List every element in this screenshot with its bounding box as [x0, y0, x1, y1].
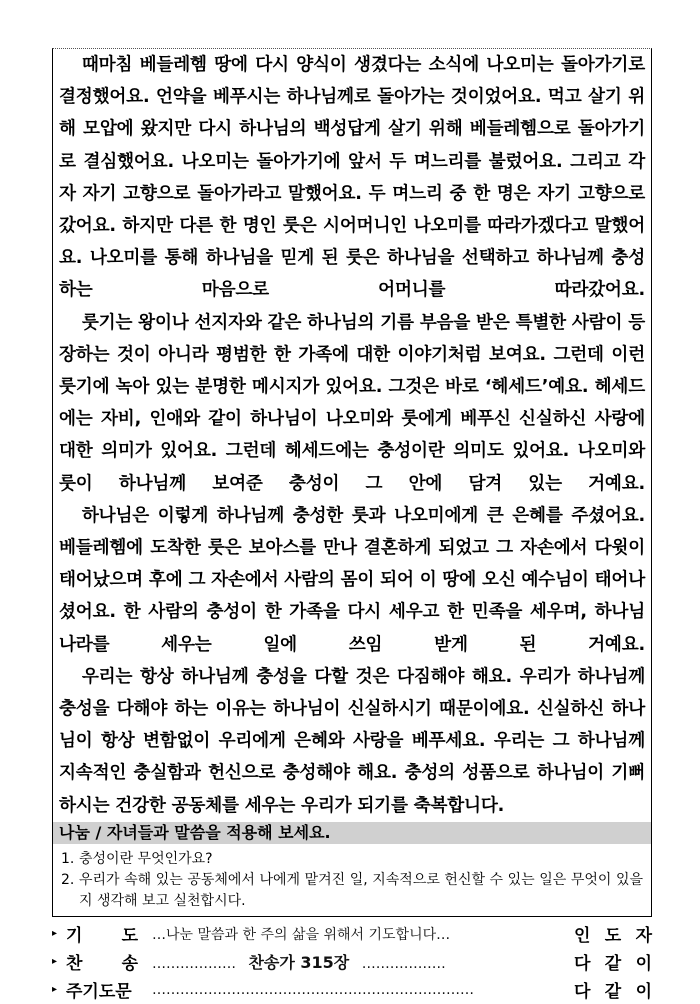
order-description: ……………… 찬송가 315장 ……………… — [152, 953, 446, 973]
order-description: …………………………………………………………… — [152, 981, 474, 998]
order-leader: 인 도 자 — [574, 926, 652, 947]
order-row-prayer — [52, 920, 652, 948]
order-description: …나눈 말씀과 한 주의 삶을 위해서 기도합니다… — [152, 926, 451, 943]
sermon-text-box — [52, 48, 652, 822]
question-item — [61, 870, 643, 912]
order-label: 주기도문 — [66, 982, 132, 1003]
question-text: 충성이란 무엇인가요? — [79, 850, 213, 867]
order-label: 찬 송 — [66, 954, 138, 975]
devotional-page — [52, 48, 652, 1004]
share-questions — [52, 844, 652, 917]
order-leader: 다 같 이 — [574, 982, 652, 1003]
paragraph-3: 하나님은 이렇게 하나님께 충성한 룻과 나오미에게 큰 은혜를 주셨어요. 베들레헴에 도착한 룻은 보아스를 만나 결혼하게 되었고 그 자손에서 다윗이 태어났으며 후에 그 자손에서 사람의 몸이 되어 이 땅에 오신 예수님이 태어나셨어요. 한 사람의 충성이 한 가족을 다시 세우고 한 민족을 세우며, 하나님 나라를 세우는 일에 쓰임 받게 된 거예요. — [59, 505, 645, 655]
triangle-bullet-icon: ▸ — [52, 984, 58, 996]
question-text: 우리가 속해 있는 공동체에서 나에게 맡겨진 일, 지속적으로 헌신할 수 있는 일은 무엇이 있을지 생각해 보고 실천합시다. — [79, 871, 643, 909]
hymn-number: 찬송가 315장 — [248, 953, 350, 973]
share-heading: 나눔 / 자녀들과 말씀을 적용해 보세요. — [52, 822, 652, 844]
worship-order — [52, 920, 652, 1004]
paragraph-4: 우리는 항상 하나님께 충성을 다할 것은 다짐해야 해요. 우리가 하나님께 충성을 다해야 하는 이유는 하나님이 신실하시기 때문이에요. 신실하신 하나님이 항상 변함없이 우리에게 은혜와 사랑을 베푸세요. 우리는 그 하나님께 지속적인 충실함과 헌신으로 충성해야 해요. 충성의 성품으로 하나님이 기뻐하시는 건강한 공동체를 세우는 우리가 되기를 축복합니다. — [59, 666, 645, 816]
order-label: 기 도 — [66, 926, 138, 947]
question-item — [61, 849, 643, 870]
triangle-bullet-icon: ▸ — [52, 956, 58, 968]
order-row-lords-prayer — [52, 976, 652, 1004]
order-row-hymn — [52, 948, 652, 976]
question-number: 2. — [61, 871, 75, 888]
paragraph-1: 때마침 베들레헴 땅에 다시 양식이 생겼다는 소식에 나오미는 돌아가기로 결정했어요. 언약을 베푸시는 하나님께로 돌아가는 것이었어요. 먹고 살기 위해 모압에 왔지만 다시 하나님의 백성답게 살기 위해 베들레헴으로 돌아가기로 결심했어요. 나오미는 돌아가기에 앞서 두 며느리를 불렀어요. 그리고 각자 자기 고향으로 돌아가라고 말했어요. 두 며느리 중 한 명은 자기 고향으로 갔어요. 하지만 다른 한 명인 룻은 시어머니인 나오미를 따라가겠다고 말했어요. 나오미를 통해 하나님을 믿게 된 룻은 하나님을 선택하고 하나님께 충성하는 마음으로 어머니를 따라갔어요. — [59, 55, 645, 301]
triangle-bullet-icon: ▸ — [52, 928, 58, 940]
question-number: 1. — [61, 850, 75, 867]
order-leader: 다 같 이 — [574, 954, 652, 975]
paragraph-2: 룻기는 왕이나 선지자와 같은 하나님의 기름 부음을 받은 특별한 사람이 등장하는 것이 아니라 평범한 한 가족에 대한 이야기처럼 보여요. 그런데 이런 룻기에 녹아 있는 분명한 메시지가 있어요. 그것은 바로 ‘헤세드’예요. 헤세드에는 자비, 인애와 같이 하나님이 나오미와 룻에게 베푸신 신실하신 사랑에 대한 의미가 있어요. 그런데 헤세드에는 충성이란 의미도 있어요. 나오미와 룻이 하나님께 보여준 충성이 그 안에 담겨 있는 거예요. — [59, 312, 645, 494]
